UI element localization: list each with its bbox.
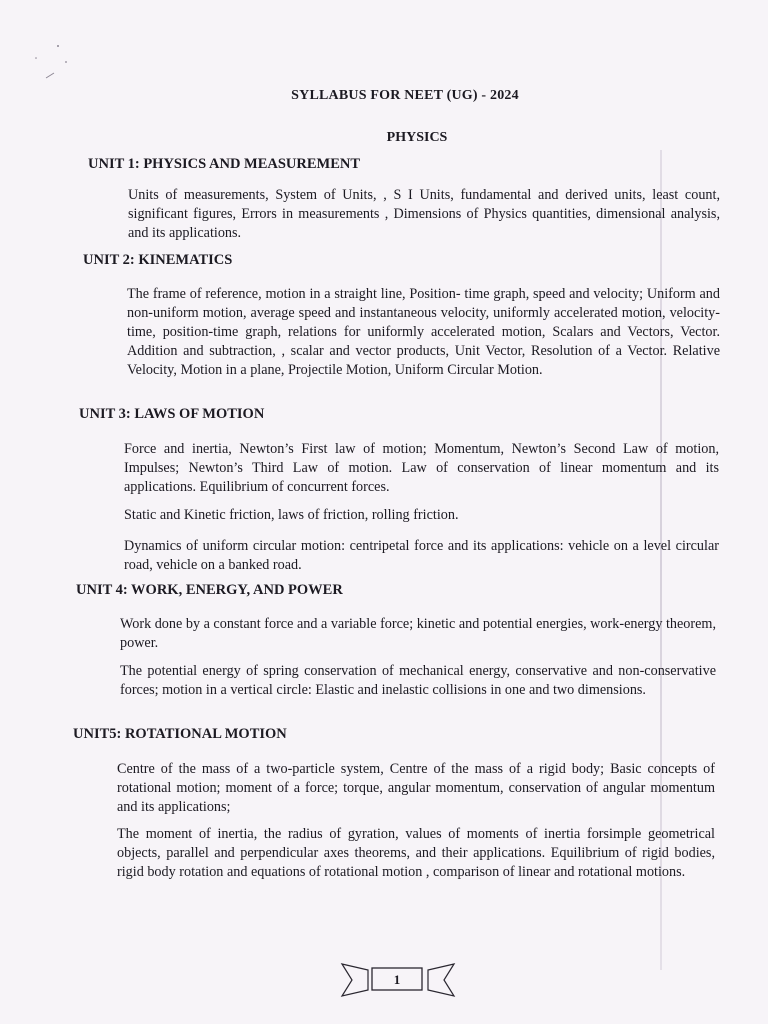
- unit-4-paragraph-2: The potential energy of spring conservation of mechanical energy, conservative and non-conservative forces; motion in a vertical circle: Elastic and inelastic collisions in one and two dimensions.: [120, 663, 716, 698]
- unit-5-heading: UNIT5: ROTATIONAL MOTION: [73, 726, 287, 742]
- unit-5-paragraph-2: The moment of inertia, the radius of gyration, values of moments of inertia forsimple geometrical objects, parallel and perpendicular axes theorems, and their applications. Equilibrium of rigid bodies, rigid body rotation and equations of rotational motion , comparison of linear and rotational motions.: [117, 826, 715, 880]
- document-title: SYLLABUS FOR NEET (UG) - 2024: [291, 88, 519, 103]
- scan-specks: [28, 40, 88, 90]
- unit-4-paragraph-1: Work done by a constant force and a variable force; kinetic and potential energies, work-energy theorem, power.: [120, 616, 716, 651]
- page-number: 1: [393, 972, 401, 987]
- page-number-ornament: [338, 960, 458, 1000]
- unit-1-paragraph-1: Units of measurements, System of Units, , S I Units, fundamental and derived units, least count, significant figures, Errors in measurements , Dimensions of Physics quantities, dimensional analysis, and its applications.: [128, 187, 720, 241]
- unit-1-heading: UNIT 1: PHYSICS AND MEASUREMENT: [88, 156, 361, 172]
- unit-3-paragraph-2: Static and Kinetic friction, laws of friction, rolling friction.: [124, 507, 459, 523]
- unit-5-paragraph-1: Centre of the mass of a two-particle system, Centre of the mass of a rigid body; Basic concepts of rotational motion; moment of a force; torque, angular momentum, conservation of angular momentum and its applications;: [117, 761, 715, 815]
- unit-3-heading: UNIT 3: LAWS OF MOTION: [79, 406, 265, 422]
- unit-3-paragraph-1: Force and inertia, Newton’s First law of motion; Momentum, Newton’s Second Law of motion, Impulses; Newton’s Third Law of motion. Law of conservation of linear momentum and its applications. Equilibrium of concurrent forces.: [124, 441, 719, 495]
- unit-4-heading: UNIT 4: WORK, ENERGY, AND POWER: [76, 582, 343, 598]
- unit-2-heading: UNIT 2: KINEMATICS: [83, 252, 233, 268]
- subject-heading: PHYSICS: [386, 130, 448, 145]
- unit-3-paragraph-3: Dynamics of uniform circular motion: centripetal force and its applications: vehicle on a level circular road, vehicle on a banked road.: [124, 538, 719, 573]
- unit-2-paragraph-1: The frame of reference, motion in a straight line, Position- time graph, speed and velocity; Uniform and non-uniform motion, average speed and instantaneous velocity, uniformly accelerated motion, velocity-time, position-time graph, relations for uniformly accelerated motion, Scalars and Vectors, Vector. Addition and subtraction, , scalar and vector products, Unit Vector, Resolution of a Vector. Relative Velocity, Motion in a plane, Projectile Motion, Uniform Circular Motion.: [127, 286, 720, 378]
